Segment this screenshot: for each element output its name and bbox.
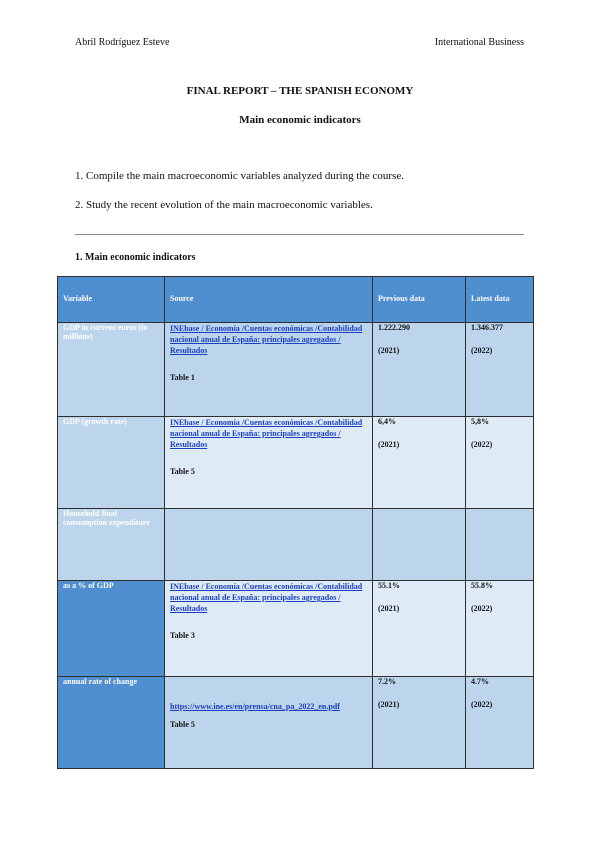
previous-value: 55.1% bbox=[378, 581, 400, 590]
previous-value: 6,4% bbox=[378, 417, 396, 426]
previous-value: 1.222.290 bbox=[378, 323, 410, 332]
previous-data-cell bbox=[373, 417, 466, 509]
previous-year: (2021) bbox=[378, 346, 400, 355]
latest-value: 4.7% bbox=[471, 677, 489, 686]
source-table-label: Table 1 bbox=[170, 373, 195, 382]
previous-year: (2021) bbox=[378, 604, 400, 613]
table-row bbox=[58, 509, 534, 581]
indicators-table bbox=[57, 276, 534, 769]
source-link[interactable]: INEbase / Economía /Cuentas económicas /Contabilidad nacional anual de España: principales agregados / Resultados bbox=[170, 418, 363, 449]
previous-data-cell bbox=[373, 323, 466, 417]
previous-value: 7.2% bbox=[378, 677, 396, 686]
previous-year: (2021) bbox=[378, 440, 400, 449]
table-row bbox=[58, 417, 534, 509]
horizontal-divider bbox=[75, 234, 524, 235]
table-row bbox=[58, 581, 534, 677]
previous-data-cell bbox=[373, 677, 466, 769]
variable-cell: GDP in current euros (in millions) bbox=[58, 323, 165, 417]
variable-cell: GDP (growth rate) bbox=[58, 417, 165, 509]
source-link[interactable]: INEbase / Economía /Cuentas económicas /Contabilidad nacional anual de España: principales agregados / Resultados bbox=[170, 582, 363, 613]
latest-year: (2022) bbox=[471, 604, 493, 613]
previous-data-cell bbox=[373, 509, 466, 581]
latest-year: (2022) bbox=[471, 346, 493, 355]
source-cell bbox=[165, 581, 373, 677]
source-link[interactable]: https://www.ine.es/en/prensa/cna_pa_2022_en.pdf bbox=[170, 702, 340, 711]
table-row bbox=[58, 677, 534, 769]
source-table-label: Table 5 bbox=[170, 467, 195, 476]
table-header-row bbox=[58, 277, 534, 323]
variable-cell: as a % of GDP bbox=[58, 581, 165, 677]
header-course: International Business bbox=[434, 37, 524, 48]
latest-value: 1.346.377 bbox=[471, 323, 503, 332]
header-latest-data: Latest data bbox=[466, 277, 534, 323]
variable-cell: annual rate of change bbox=[58, 677, 165, 769]
latest-year: (2022) bbox=[471, 700, 493, 709]
latest-year: (2022) bbox=[471, 440, 493, 449]
previous-year: (2021) bbox=[378, 700, 400, 709]
previous-data-cell bbox=[373, 581, 466, 677]
latest-data-cell bbox=[466, 581, 534, 677]
document-subtitle: Main economic indicators bbox=[239, 114, 361, 126]
variable-cell: Household final consumption expenditure bbox=[58, 509, 165, 581]
latest-value: 55.8% bbox=[471, 581, 493, 590]
header-variable: Variable bbox=[58, 277, 165, 323]
source-table-label: Table 5 bbox=[170, 720, 195, 729]
task-item-1: 1. Compile the main macroeconomic variables analyzed during the course. bbox=[75, 170, 404, 182]
header-author: Abril Rodríguez Esteve bbox=[75, 37, 170, 48]
source-cell bbox=[165, 323, 373, 417]
latest-data-cell bbox=[466, 509, 534, 581]
section-heading: 1. Main economic indicators bbox=[75, 252, 196, 263]
latest-data-cell bbox=[466, 323, 534, 417]
latest-data-cell bbox=[466, 677, 534, 769]
source-link[interactable]: INEbase / Economía /Cuentas económicas /Contabilidad nacional anual de España: principales agregados / Resultados bbox=[170, 324, 363, 355]
source-cell bbox=[165, 509, 373, 581]
table-row bbox=[58, 323, 534, 417]
task-item-2: 2. Study the recent evolution of the main macroeconomic variables. bbox=[75, 199, 373, 211]
source-cell bbox=[165, 417, 373, 509]
source-table-label: Table 3 bbox=[170, 631, 195, 640]
source-cell bbox=[165, 677, 373, 769]
header-source: Source bbox=[165, 277, 373, 323]
header-previous-data: Previous data bbox=[373, 277, 466, 323]
document-title: FINAL REPORT – THE SPANISH ECONOMY bbox=[186, 85, 414, 97]
latest-data-cell bbox=[466, 417, 534, 509]
latest-value: 5,8% bbox=[471, 417, 489, 426]
